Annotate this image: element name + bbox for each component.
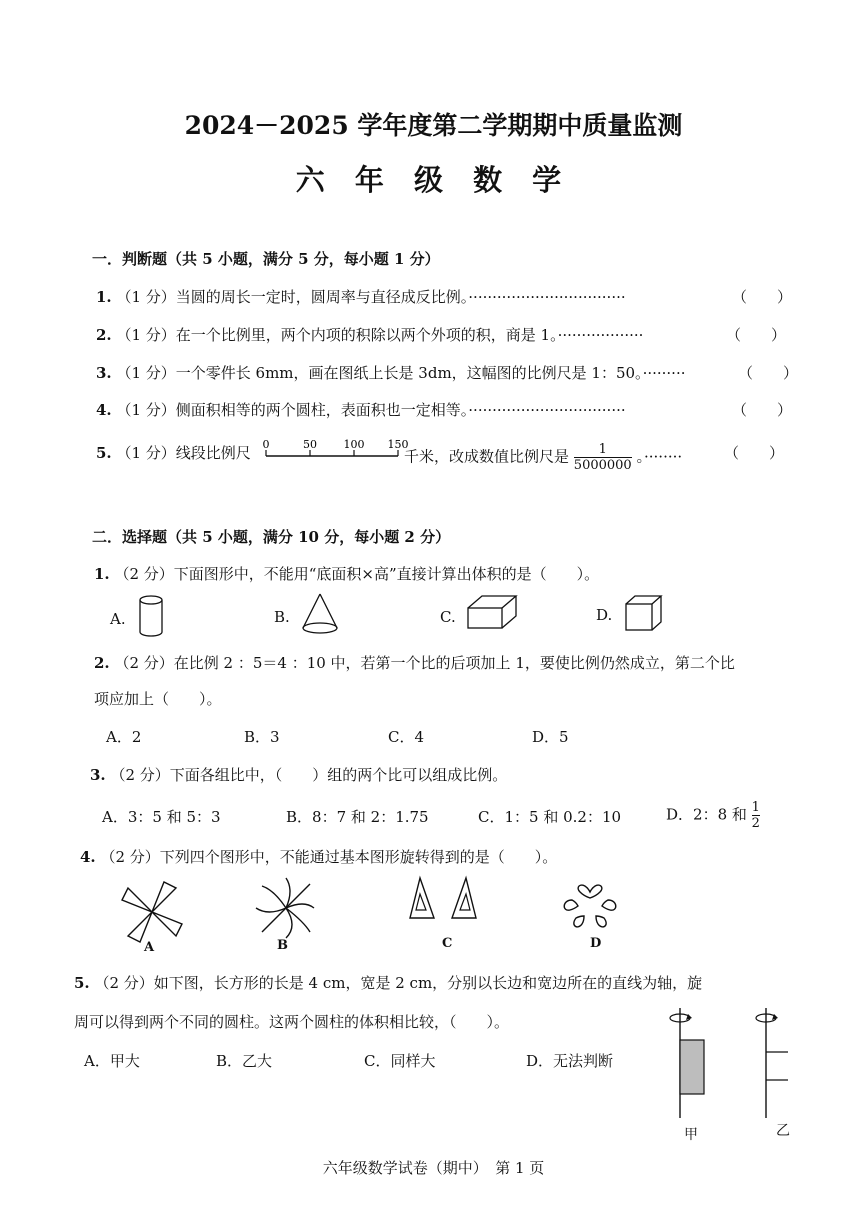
- fraction-denominator: 2: [751, 816, 760, 831]
- answer-paren[interactable]: （ ）: [726, 326, 787, 344]
- cylinder-icon: [136, 594, 168, 640]
- question-text: （2 分）下面各组比中，（ ）组的两个比可以组成比例。: [110, 766, 508, 784]
- judge-question-2: [96, 324, 643, 345]
- option-c[interactable]: C．4: [388, 728, 425, 746]
- question-text: （1 分）当圆的周长一定时，圆周率与直径成反比例。: [116, 288, 469, 306]
- answer-paren[interactable]: （ ）: [724, 444, 785, 462]
- triangles-figure-icon[interactable]: [408, 876, 478, 928]
- question-text: （1 分）线段比例尺: [116, 444, 251, 462]
- option-a[interactable]: A．3：5 和 5：3: [102, 808, 221, 826]
- option-c[interactable]: C．1：5 和 0.2：10: [478, 808, 622, 826]
- question-text: （1 分）在一个比例里，两个内项的积除以两个外项的积，商是 1。: [116, 326, 558, 344]
- question-number: 5.: [96, 444, 112, 462]
- question-text: （2 分）在比例 2 ：5＝4 ：10 中，若第一个比的后项加上 1，要使比例仍然成立，第二个比: [114, 654, 735, 672]
- line-scale-bar: [262, 436, 409, 462]
- question-number: 2.: [96, 326, 112, 344]
- swirl-figure-icon[interactable]: [254, 876, 318, 940]
- figure-label-d: D: [590, 936, 602, 951]
- choice-question-5: [74, 972, 702, 993]
- figure-label-jia: 甲: [684, 1127, 698, 1143]
- scale-label: 0: [262, 438, 270, 451]
- leader-dots: ·································: [468, 288, 626, 306]
- pinwheel-figure-icon[interactable]: [120, 880, 184, 944]
- question-text-line2: 项应加上（ ）。: [94, 690, 222, 708]
- exam-title: 2024－2025 学年度第二学期期中质量监测: [184, 111, 683, 140]
- figure-label-c: C: [442, 936, 453, 951]
- answer-paren[interactable]: （ ）: [738, 364, 799, 382]
- question-text: （1 分）侧面积相等的两个圆柱，表面积也一定相等。: [116, 401, 469, 419]
- rotation-figure-jia: [660, 1006, 716, 1122]
- option-a[interactable]: A．2: [106, 728, 142, 746]
- leader-dots: ·········: [642, 364, 686, 382]
- question-text: （2 分）如下图，长方形的长是 4 cm，宽是 2 cm，分别以长边和宽边所在的直线为轴，旋: [94, 974, 703, 992]
- judge-question-4: [96, 399, 626, 420]
- option-d[interactable]: D．5: [532, 728, 569, 746]
- section1-heading: 一．判断题（共 5 小题，满分 5 分，每小题 1 分）: [92, 250, 440, 268]
- section2-heading: 二．选择题（共 5 小题，满分 10 分，每小题 2 分）: [92, 528, 451, 546]
- cube-icon: [624, 594, 664, 634]
- option-b-label[interactable]: B.: [274, 608, 290, 626]
- fraction-numerator: 1: [598, 442, 607, 457]
- question-number: 1.: [94, 565, 110, 583]
- option-c-label[interactable]: C.: [440, 608, 456, 626]
- question-text: （2 分）下列四个图形中，不能通过基本图形旋转得到的是（ ）。: [100, 848, 558, 866]
- fraction-denominator: 5000000: [573, 458, 632, 473]
- figure-label-yi: 乙: [776, 1123, 790, 1139]
- cone-icon: [300, 592, 340, 638]
- question-number: 3.: [96, 364, 112, 382]
- cuboid-icon: [466, 594, 518, 634]
- question-number: 3.: [90, 766, 106, 784]
- option-b[interactable]: B．3: [244, 728, 280, 746]
- choice-question-2: [94, 652, 735, 673]
- question-tail: 。: [636, 447, 644, 466]
- leader-dots: ········: [644, 447, 683, 466]
- half-fraction: [752, 800, 760, 831]
- question-text-line2: 周可以得到两个不同的圆柱。这两个圆柱的体积相比较，（ ）。: [74, 1013, 510, 1031]
- rotation-figure-yi: [748, 1006, 804, 1122]
- ratio-fraction: [574, 442, 632, 473]
- option-d[interactable]: [666, 800, 760, 831]
- question-number: 1.: [96, 288, 112, 306]
- leader-dots: ··················: [557, 326, 644, 344]
- option-a-label[interactable]: A.: [110, 610, 126, 628]
- choice-question-1: [94, 563, 599, 584]
- scale-label: 50: [303, 438, 317, 451]
- scale-label: 100: [343, 438, 365, 451]
- option-d[interactable]: D．无法判断: [526, 1052, 614, 1070]
- option-b[interactable]: B．8：7 和 2：1.75: [286, 808, 429, 826]
- question-text: （1 分）一个零件长 6mm，画在图纸上长是 3dm，这幅图的比例尺是 1：50。: [116, 364, 643, 382]
- option-b[interactable]: B．乙大: [216, 1052, 273, 1070]
- option-d-label[interactable]: D.: [596, 606, 613, 624]
- answer-paren[interactable]: （ ）: [732, 288, 793, 306]
- question-number: 4.: [80, 848, 96, 866]
- judge-question-5-tail: [404, 442, 682, 473]
- question-number: 5.: [74, 974, 90, 992]
- scale-label: 150: [387, 438, 409, 451]
- judge-question-5: [96, 442, 251, 463]
- question-number: 4.: [96, 401, 112, 419]
- option-d-text: D．2：8 和: [666, 805, 747, 824]
- question-text: （2 分）下面图形中，不能用“底面积×高”直接计算出体积的是（ ）。: [114, 565, 600, 583]
- answer-paren[interactable]: （ ）: [732, 401, 793, 419]
- choice-question-4: [80, 846, 557, 867]
- choice-question-3: [90, 764, 507, 785]
- judge-question-3: [96, 362, 685, 383]
- question-number: 2.: [94, 654, 110, 672]
- option-c[interactable]: C．同样大: [364, 1052, 436, 1070]
- leader-dots: ·································: [468, 401, 626, 419]
- figure-label-b: B: [277, 938, 288, 953]
- exam-subtitle: 六 年 级 数 学: [295, 163, 572, 197]
- page-footer: 六年级数学试卷（期中） 第 1 页: [322, 1159, 545, 1177]
- judge-question-1: [96, 286, 626, 307]
- fraction-numerator: 1: [751, 800, 760, 815]
- hearts-figure-icon[interactable]: [560, 876, 620, 930]
- option-a[interactable]: A．甲大: [84, 1052, 140, 1070]
- question-text: 千米，改成数值比例尺是: [404, 447, 570, 466]
- figure-label-a: A: [144, 940, 155, 955]
